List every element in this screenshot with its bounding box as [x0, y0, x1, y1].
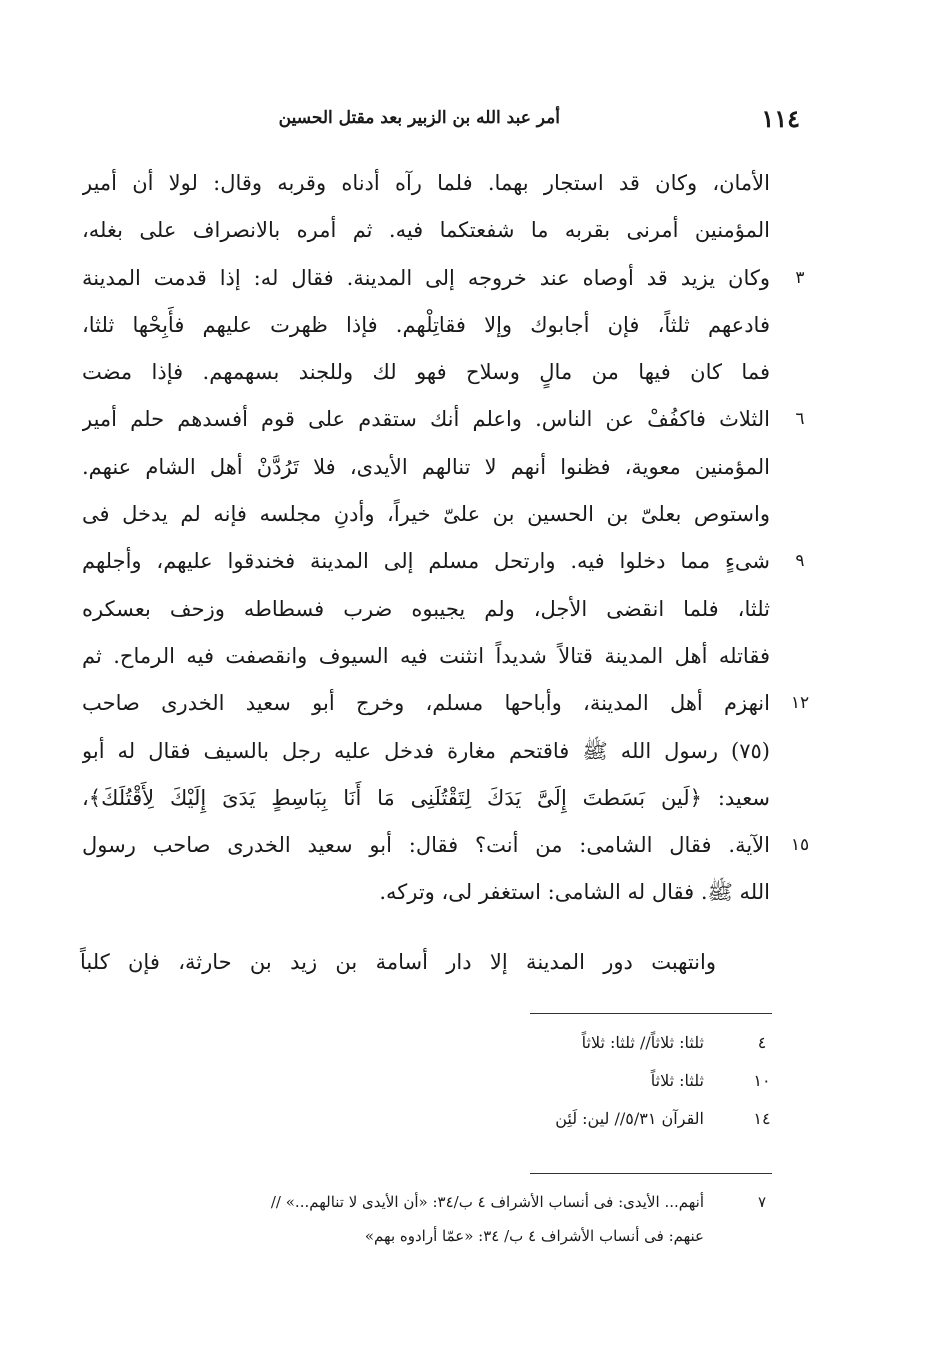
- line-number: ١٥: [790, 835, 810, 856]
- page-number: ١١٤: [761, 104, 800, 133]
- note-text: ثلثا: ثلاثاً// ثلثا: ثلاثاً: [581, 1033, 704, 1052]
- apparatus-note: [80, 1062, 780, 1100]
- line-number: ٦: [795, 409, 805, 430]
- commentary-note: [80, 1185, 780, 1219]
- line-text: شىءٍ مما دخلوا فيه. وارتحل مسلم إلى المدينة فخندقوا عليهم، وأجلهم: [82, 549, 770, 574]
- commentary-note: [80, 1219, 780, 1253]
- note-line-number: ١٤: [753, 1109, 771, 1128]
- line-number: ٣: [795, 267, 805, 288]
- line-text: المؤمنين معوية، فظنوا أنهم لا تنالهم الأيدى، فلا تَرُدَّنْ أهل الشام عنهم.: [82, 454, 770, 479]
- text-line: [60, 586, 820, 633]
- text-line: [60, 633, 820, 680]
- note-line-number: ٤: [757, 1033, 767, 1052]
- line-text: فادعهم ثلثاً، فإن أجابوك وإلا فقاتِلْهم. فإذا ظهرت عليهم فأَبِحْها ثلثا،: [82, 312, 770, 337]
- main-text: [60, 160, 820, 917]
- text-line: [60, 869, 820, 916]
- note-text: عنهم: فى أنساب الأشراف ٤ ب/ ٣٤: «عمّا أرادوه بهم»: [364, 1227, 704, 1245]
- line-text: الأمان، وكان قد استجار بهما. فلما رآه أدناه وقربه وقال: لولا أن أمير: [82, 171, 770, 195]
- text-line: [60, 396, 820, 443]
- critical-apparatus: [80, 1024, 780, 1138]
- running-title: أمر عبد الله بن الزبير بعد مقتل الحسين: [278, 108, 560, 128]
- text-line: [60, 349, 820, 396]
- line-text: ثلثا، فلما انقضى الأجل، ولم يجيبوه ضرب فسطاطه وزحف بعسكره: [82, 596, 770, 621]
- text-line: [60, 444, 820, 491]
- apparatus-note: [80, 1100, 780, 1138]
- note-text: القرآن ٥/٣١// لين: لَئِن: [555, 1109, 704, 1128]
- line-text: فما كان فيها من مالٍ وسلاح فهو لك وللجند بسهمهم. فإذا مضت: [82, 360, 770, 385]
- note-line-number: ١٠: [753, 1071, 771, 1090]
- apparatus-note: [80, 1024, 780, 1062]
- note-line-number: ٧: [757, 1193, 767, 1211]
- line-text: فقاتله أهل المدينة قتالاً شديداً انثنت فيه السيوف وانقصفت فيه الرماح. ثم: [82, 643, 770, 668]
- line-number: ٩: [795, 551, 805, 572]
- apparatus-divider: [530, 1013, 772, 1014]
- line-text: الآية. فقال الشامى: من أنت؟ فقال: أبو سعيد الخدرى صاحب رسول: [82, 833, 770, 858]
- running-header: [80, 104, 800, 144]
- commentary-divider: [530, 1173, 772, 1174]
- text-line: [60, 255, 820, 302]
- line-text: المؤمنين أمرنى بقربه ما شفعتكما فيه. ثم أمره بالانصراف على بغله،: [82, 218, 770, 243]
- text-line: [60, 775, 820, 822]
- text-line: [60, 160, 820, 207]
- note-text: أنهم... الأيدى: فى أنساب الأشراف ٤ ب/٣٤: «أن الأيدى لا تنالهم...» //: [270, 1193, 704, 1211]
- text-line: [60, 491, 820, 538]
- text-line: [60, 822, 820, 869]
- line-text: الله ﷺ. فقال له الشامى: استغفر لى، وتركه.: [379, 880, 770, 905]
- line-text: انهزم أهل المدينة، وأباحها مسلم، وخرج أبو سعيد الخدرى صاحب: [82, 691, 770, 716]
- source-commentary: [80, 1185, 780, 1253]
- line-text: واستوص بعلىّ بن الحسين بن علىّ خيراً، وأدنِ مجلسه فإنه لم يدخل فى: [82, 502, 770, 527]
- text-line: [60, 680, 820, 727]
- line-text: الثلاث فاكفُفْ عن الناس. واعلم أنك ستقدم على قوم أفسدهم حلم أمير: [82, 407, 770, 432]
- text-line: [60, 302, 820, 349]
- text-line: [60, 207, 820, 254]
- line-number: ١٢: [790, 693, 810, 714]
- line-text: وكان يزيد قد أوصاه عند خروجه إلى المدينة. فقال له: إذا قدمت المدينة: [82, 265, 770, 290]
- catchword-line: وانتهبت دور المدينة إلا دار أسامة بن زيد بن حارثة، فإن كلباً: [80, 950, 716, 974]
- line-text: سعيد: ﴿لَين بَسَطتَ إِلَىَّ يَدَكَ لِتَقْتُلَنِى مَا أَنَا بِبَاسِطٍ يَدَىَ إِلَيْكَ لِأَقْتُلَكَ﴾،: [82, 785, 770, 810]
- text-line: [60, 538, 820, 585]
- text-line: [60, 728, 820, 775]
- note-text: ثلثا: ثلاثاً: [650, 1071, 704, 1090]
- line-text: (٧٥) رسول الله ﷺ فاقتحم مغارة فدخل عليه رجل بالسيف فقال له أبو: [82, 738, 770, 763]
